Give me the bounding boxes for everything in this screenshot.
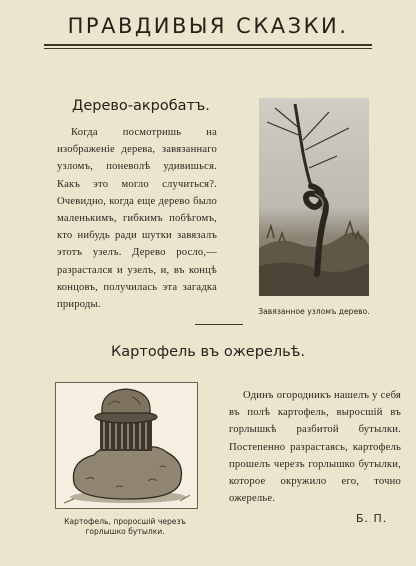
- author-signature: Б. П.: [356, 512, 388, 525]
- article2-body: Одинъ огородникъ нашелъ у себя въ полѣ картофель, выросшій въ горлышкѣ разбитой бутылки. Постепенно разрастаясь, картофель прошелъ черезъ горлышко бутылки, которое окружило его, точно ожерелье.: [229, 390, 401, 505]
- article1-body: Когда посмотришь на изображеніе дерева, завязаннаго узломъ, поневолѣ удивишься. Какъ это могло случиться?. Очевидно, когда еще дерево было маленькимъ, гибкимъ побѣгомъ, кто нибудь ради шутки завязалъ этотъ узелъ. Дерево росло,—разрастался и узелъ, и, въ концѣ концовъ, получилась эта загадка природы.: [57, 127, 217, 311]
- section-divider: [195, 324, 243, 325]
- article1-title: Дерево-акробатъ.: [72, 98, 210, 114]
- knotted-tree-photo: [259, 98, 369, 296]
- header-rule-thin: [44, 48, 372, 49]
- potato-in-bottle-drawing: [56, 383, 197, 508]
- potato-bottle-illustration: [55, 382, 198, 509]
- page-header-title: ПРАВДИВЫЯ СКАЗКИ.: [67, 14, 349, 38]
- knotted-tree-illustration: [259, 98, 369, 296]
- potato-caption: Картофель, проросшій черезъ горлышко бутылки.: [64, 517, 186, 536]
- header-rule-thick: [44, 44, 372, 46]
- article2-title: Картофель въ ожерельѣ.: [111, 344, 305, 360]
- knotted-tree-caption: Завязанное узломъ дерево.: [258, 307, 370, 316]
